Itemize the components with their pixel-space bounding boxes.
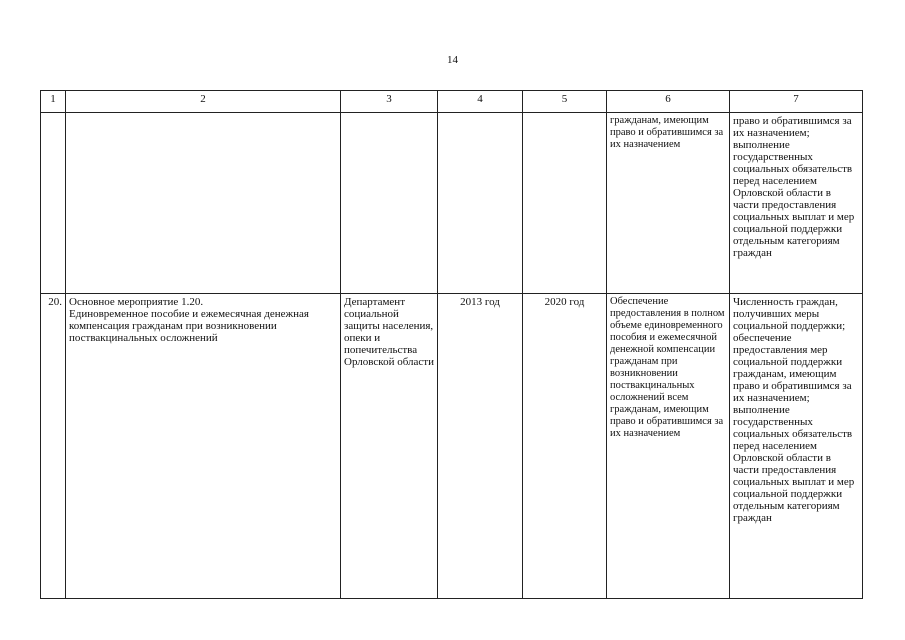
end-year-cell: 2020 год xyxy=(523,294,607,599)
header-col-2: 2 xyxy=(66,91,341,113)
measure-description: Единовременное пособие и ежемесячная денежная компенсация гражданам при возникновении поствакцинальных осложнений xyxy=(69,308,309,344)
result-cell: Обеспечение предоставления в полном объеме единовременного пособия и ежемесячной денежной компенсации гражданам при возникновении поствакцинальных осложнений всем гражданам, имеющим право и обратившимся за их назначением xyxy=(607,294,730,599)
measure-cell xyxy=(66,294,341,599)
header-col-7: 7 xyxy=(730,91,863,113)
header-col-1: 1 xyxy=(41,91,66,113)
continuation-row xyxy=(41,113,863,294)
header-col-3: 3 xyxy=(341,91,438,113)
header-row xyxy=(41,91,863,113)
cont-cell-4 xyxy=(438,113,523,294)
cont-result-cell: гражданам, имеющим право и обратившимся за их назначением xyxy=(607,113,730,294)
indicators-cell: Численность граждан, получивших меры социальной поддержки; обеспечение предоставления мер социальной поддержки гражданам, имеющим право и обратившимся за их назначением; выполнение государственных социальных обязательств перед населением Орловской области в части предоставления социальных выплат и мер социальной поддержки отдельным категориям граждан xyxy=(730,294,863,599)
cont-indicators-cell: право и обратившимся за их назначением; выполнение государственных социальных обязательств перед населением Орловской области в части предоставления социальных выплат и мер социальной поддержки отдельным категориям граждан xyxy=(730,113,863,294)
page-number: 14 xyxy=(447,54,458,66)
start-year-cell: 2013 год xyxy=(438,294,523,599)
program-table xyxy=(40,90,863,599)
header-col-4: 4 xyxy=(438,91,523,113)
cont-cell-1 xyxy=(41,113,66,294)
measure-title: Основное мероприятие 1.20. xyxy=(69,296,204,308)
row-number: 20. xyxy=(41,294,66,599)
cont-cell-3 xyxy=(341,113,438,294)
header-col-6: 6 xyxy=(607,91,730,113)
cont-cell-5 xyxy=(523,113,607,294)
table-row-20 xyxy=(41,294,863,599)
header-col-5: 5 xyxy=(523,91,607,113)
cont-cell-2 xyxy=(66,113,341,294)
executor-cell: Департамент социальной защиты населения, опеки и попечительства Орловской области xyxy=(341,294,438,599)
